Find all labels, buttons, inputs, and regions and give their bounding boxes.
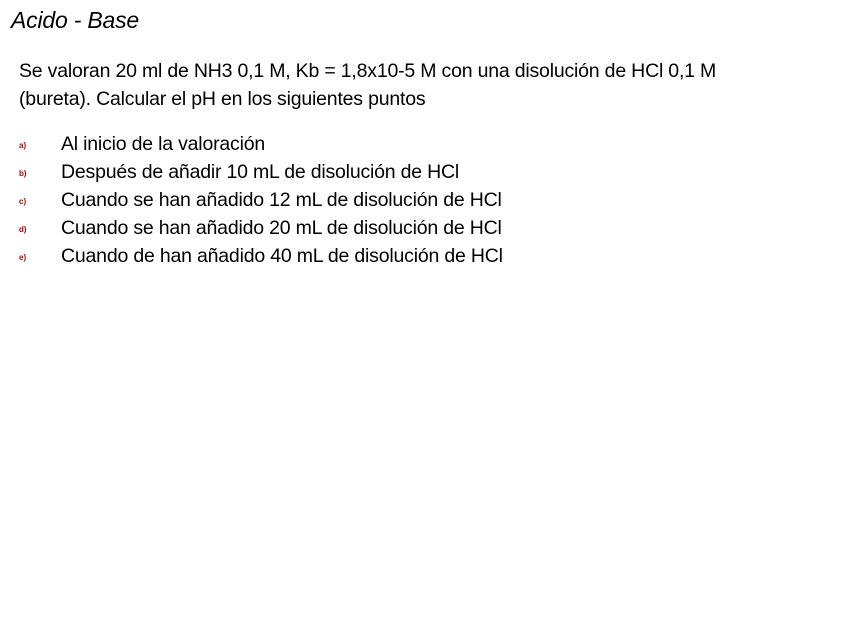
question-text-e: Cuando de han añadido 40 mL de disolución de HCl	[61, 245, 503, 267]
question-text-a: Al inicio de la valoración	[61, 133, 265, 155]
question-marker-a: a)	[19, 141, 27, 150]
question-marker-b: b)	[19, 169, 27, 178]
problem-statement-line-1: Se valoran 20 ml de NH3 0,1 M, Kb = 1,8x10-5 M con una disolución de HCl 0,1 M	[19, 60, 717, 82]
question-marker-d: d)	[19, 225, 27, 234]
problem-statement-line-2: (bureta). Calcular el pH en los siguientes puntos	[19, 88, 426, 110]
question-marker-c: c)	[19, 197, 27, 206]
slide-title: Acido - Base	[11, 7, 139, 33]
question-text-d: Cuando se han añadido 20 mL de disolución de HCl	[61, 217, 502, 239]
problem-statement	[19, 57, 834, 113]
question-marker-e: e)	[19, 253, 27, 262]
question-text-b: Después de añadir 10 mL de disolución de HCl	[61, 161, 460, 183]
question-text-c: Cuando se han añadido 12 mL de disolución de HCl	[61, 189, 502, 211]
